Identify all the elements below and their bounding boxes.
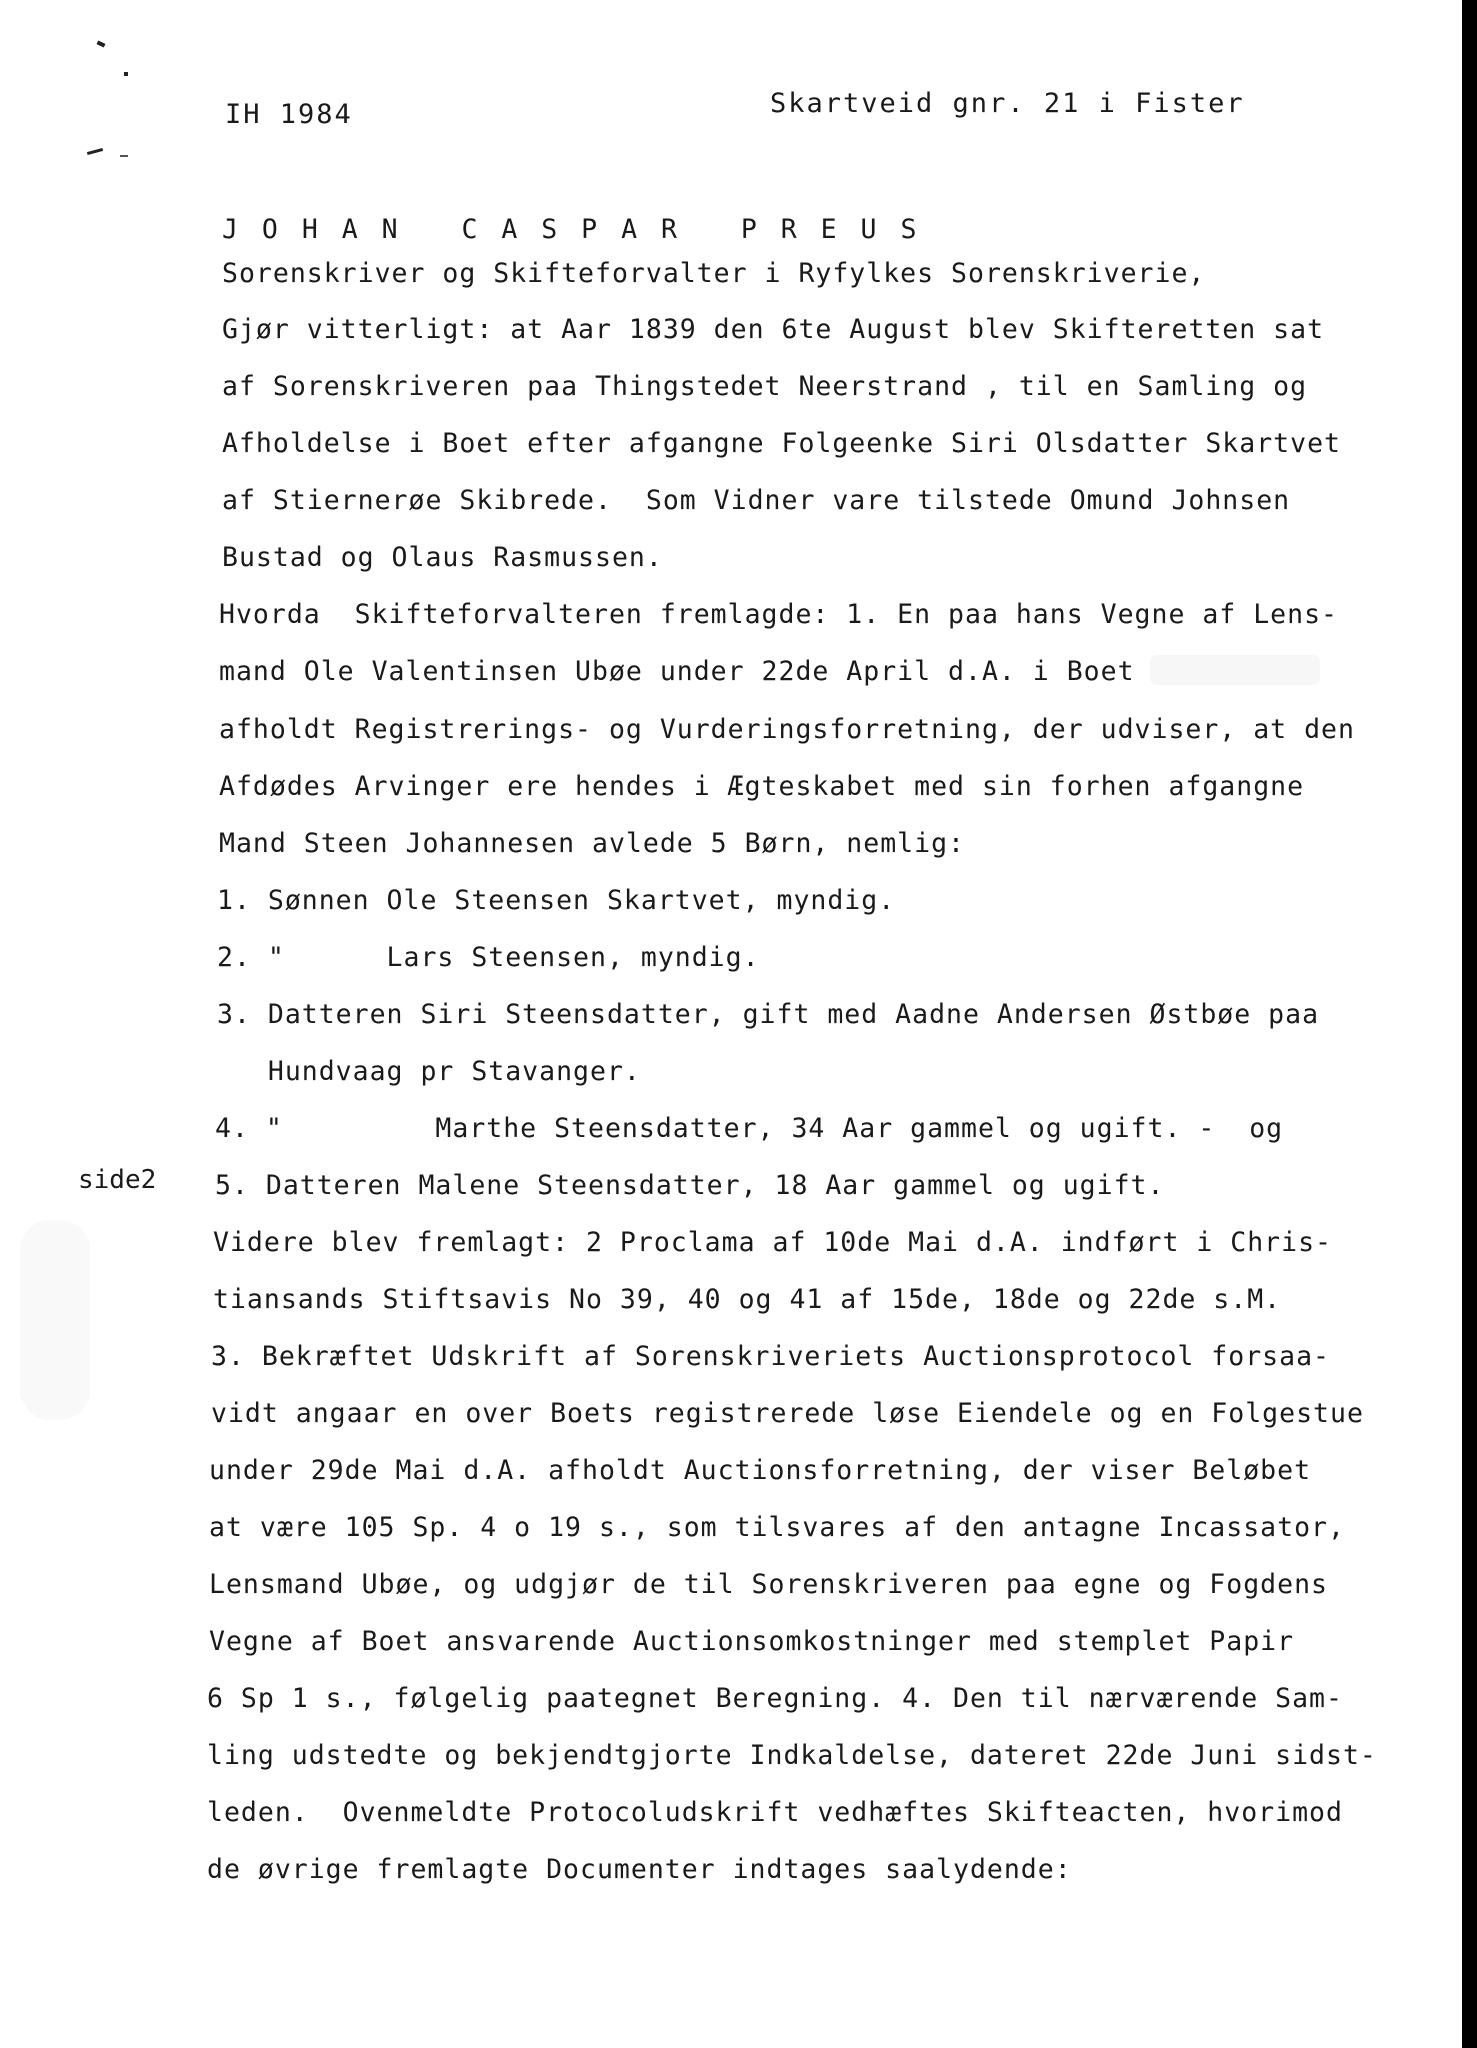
text-line: 6 Sp 1 s., følgelig paategnet Beregning. 4. Den til nærværende Sam-: [207, 1683, 1343, 1714]
text-line: tiansands Stiftsavis No 39, 40 og 41 af 15de, 18de og 22de s.M.: [213, 1284, 1282, 1315]
side-smudge: [20, 1220, 90, 1420]
property-title: Skartveid gnr. 21 i Fister: [770, 88, 1245, 119]
text-line: Gjør vitterligt: at Aar 1839 den 6te August blev Skifteretten sat: [222, 314, 1325, 345]
text-line: Hvorda Skifteforvalteren fremlagde: 1. En paa hans Vegne af Lens-: [219, 599, 1338, 630]
text-line: at være 105 Sp. 4 o 19 s., som tilsvares af den antagne Incassator,: [209, 1512, 1345, 1543]
archive-reference: IH 1984: [225, 99, 353, 130]
text-line: afholdt Registrerings- og Vurderingsforretning, der udviser, at den: [219, 714, 1355, 745]
text-line: leden. Ovenmeldte Protocoludskrift vedhæftes Skifteacten, hvorimod: [207, 1797, 1343, 1828]
text-line: af Sorenskriveren paa Thingstedet Neerstrand , til en Samling og: [222, 371, 1308, 402]
text-line: Mand Steen Johannesen avlede 5 Børn, nemlig:: [219, 828, 965, 859]
text-line: Afdødes Arvinger ere hendes i Ægteskabet med sin forhen afgangne: [219, 771, 1305, 802]
text-line: Sorenskriver og Skifteforvalter i Ryfylkes Sorenskriverie,: [222, 258, 1206, 289]
text-line: Afholdelse i Boet efter afgangne Folgeenke Siri Olsdatter Skartvet: [222, 428, 1341, 459]
text-line: Videre blev fremlagt: 2 Proclama af 10de Mai d.A. indført i Chris-: [213, 1227, 1332, 1258]
scan-mark-left: [87, 148, 103, 155]
text-line: 2. " Lars Steensen, myndig.: [217, 942, 760, 973]
text-line: J O H A N C A S P A R P R E U S: [222, 214, 921, 245]
scan-mark-top-dot: [124, 72, 128, 76]
text-line: Lensmand Ubøe, og udgjør de til Sorenskriveren paa egne og Fogdens: [209, 1569, 1328, 1600]
faint-stamp: [1150, 655, 1320, 685]
text-line: de øvrige fremlagte Documenter indtages saalydende:: [207, 1854, 1072, 1885]
text-line: 3. Datteren Siri Steensdatter, gift med Aadne Andersen Østbøe paa: [217, 999, 1320, 1030]
text-line: 4. " Marthe Steensdatter, 34 Aar gammel og ugift. - og: [215, 1113, 1284, 1144]
scan-mark-top: [97, 40, 106, 47]
scan-mark-left-dash: [120, 155, 128, 157]
text-line: under 29de Mai d.A. afholdt Auctionsforretning, der viser Beløbet: [209, 1455, 1312, 1486]
text-line: af Stiernerøe Skibrede. Som Vidner vare tilstede Omund Johnsen: [222, 485, 1291, 516]
text-line: 5. Datteren Malene Steensdatter, 18 Aar gammel og ugift.: [215, 1170, 1165, 1201]
text-line: ling udstedte og bekjendtgjorte Indkaldelse, dateret 22de Juni sidst-: [207, 1740, 1377, 1771]
text-line: Bustad og Olaus Rasmussen.: [222, 542, 663, 573]
text-line: 3. Bekræftet Udskrift af Sorenskriveriets Auctionsprotocol forsaa-: [211, 1341, 1330, 1372]
text-line: Vegne af Boet ansvarende Auctionsomkostninger med stemplet Papir: [209, 1626, 1295, 1657]
text-line: vidt angaar en over Boets registrerede løse Eiendele og en Folgestue: [211, 1398, 1364, 1429]
text-line: Hundvaag pr Stavanger.: [217, 1056, 641, 1087]
text-line: mand Ole Valentinsen Ubøe under 22de April d.A. i Boet: [219, 656, 1135, 687]
margin-page-note: side2: [78, 1165, 157, 1195]
text-line: 1. Sønnen Ole Steensen Skartvet, myndig.: [217, 885, 896, 916]
